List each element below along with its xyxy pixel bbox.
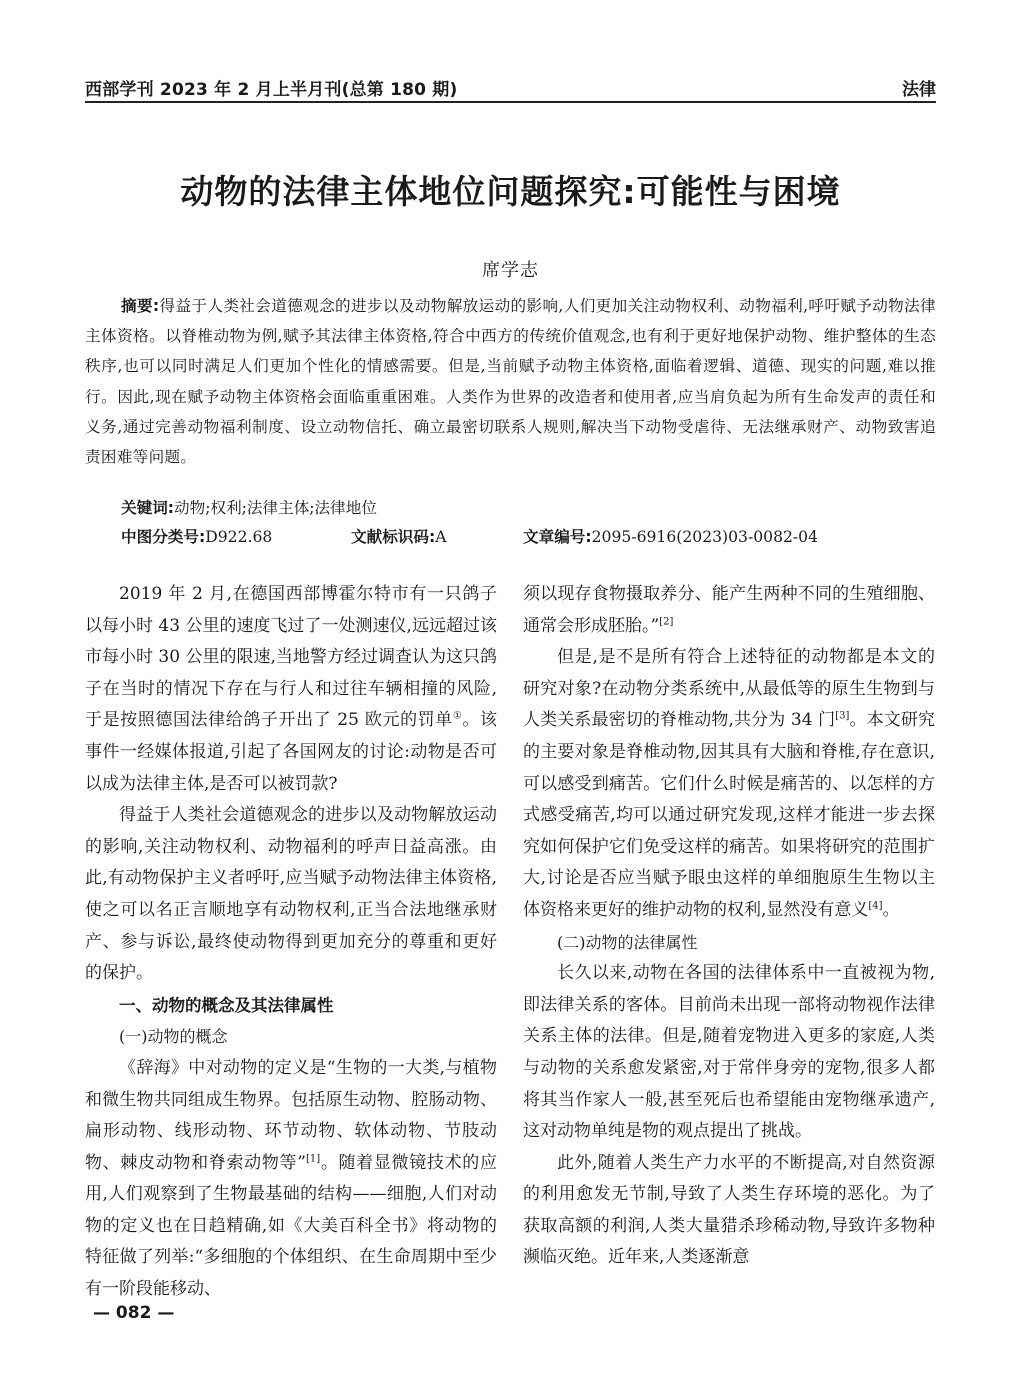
journal-issue: 西部学刊 2023 年 2 月上半月刊(总第 180 期) [85, 80, 458, 100]
section-heading: 一、动物的概念及其法律属性 [119, 995, 334, 1015]
running-header [85, 70, 936, 100]
abstract [85, 291, 936, 472]
citation-ref: [2] [659, 615, 674, 627]
subsection-heading: (一)动物的概念 [119, 1027, 228, 1047]
paragraph: 但是,是不是所有符合上述特征的动物都是本文的研究对象?在动物分类系统中,从最低等的原生生物到与人类关系最密切的脊椎动物,共分为 34 门[3]。本文研究的主要对象是脊椎动物,因其具有大脑和脊椎,存在意识,可以感受到痛苦。它们什么时候是痛苦的、以怎样的方式感受痛苦,均可以通过研究发现,这样才能进一步去探究如何保护它们免受这样的痛苦。如果将研究的范围扩大,讨论是否应当赋予眼虫这样的单细胞原生生物以主体资格来更好的维护动物的权利,显然没有意义[4]。 [523, 647, 936, 920]
paragraph: 此外,随着人类生产力水平的不断提高,对自然资源的利用愈发无节制,导致了人类生存环境的恶化。为了获取高额的利润,人类大量猎杀珍稀动物,导致许多物种濒临灭绝。近年来,人类逐渐意 [523, 1152, 935, 1268]
author-name: 席学志 [482, 260, 539, 281]
article-title: 动物的法律主体地位问题探究:可能性与困境 [180, 172, 841, 211]
article-meta [121, 523, 936, 551]
body-column-right [523, 579, 935, 1274]
paragraph: 得益于人类社会道德观念的进步以及动物解放运动的影响,关注动物权利、动物福利的呼声日益高涨。由此,有动物保护主义者呼吁,应当赋予动物法律主体资格,使之可以名正言顺地享有动物权利,正当合法地继承财产、参与诉讼,最终使动物得到更加充分的尊重和更好的保护。 [85, 805, 497, 984]
clc-number: 中图分类号:D922.68 [121, 528, 273, 546]
keywords-text: 动物;权利;法律主体;法律地位 [174, 499, 377, 517]
header-rule [85, 101, 936, 103]
paragraph: 《辞海》中对动物的定义是“生物的一大类,与植物和微生物共同组成生物界。包括原生动物、腔肠动物、扁形动物、线形动物、环节动物、软体动物、节肢动物、棘皮动物和脊索动物等”[1]。随着显微镜技术的应用,人们观察到了生物最基础的结构——细胞,人们对动物的定义也在日趋精确,如《大美百科全书》将动物的特征做了列举:“多细胞的个体组织、在生命周期中至少有一阶段能移动、 [85, 1057, 497, 1300]
document-code: 文献标识码:A [351, 528, 447, 546]
abstract-text: 得益于人类社会道德观念的进步以及动物解放运动的影响,人们更加关注动物权利、动物福利,呼吁赋予动物法律主体资格。以脊椎动物为例,赋予其法律主体资格,符合中西方的传统价值观念,也有利于更好地保护动物、维护整体的生态秩序,也可以同时满足人们更加个性化的情感需要。但是,当前赋予动物主体资格,面临着逻辑、道德、现实的问题,难以推行。因此,现在赋予动物主体资格会面临重重困难。人类作为世界的改造者和使用者,应当肩负起为所有生命发声的责任和义务,通过完善动物福利制度、设立动物信托、确立最密切联系人规则,解决当下动物受虐待、无法继承财产、动物致害追责困难等问题。 [85, 297, 936, 467]
abstract-label: 摘要: [121, 297, 160, 315]
subsection-heading: (二)动物的法律属性 [557, 932, 698, 952]
body-column-left [85, 579, 497, 1306]
paragraph: 须以现存食物摄取养分、能产生两种不同的生殖细胞、通常会形成胚胎。”[2] [523, 584, 935, 636]
section-label: 法律 [902, 80, 936, 100]
paragraph: 2019 年 2 月,在德国西部博霍尔特市有一只鸽子以每小时 43 公里的速度飞过了一处测速仪,远远超过该市每小时 30 公里的限速,当地警方经过调查认为这只鸽子在当时的情况下存在与行人和过往车辆相撞的风险,于是按照德国法律给鸽子开出了 25 欧元的罚单①。该事件一经媒体报道,引起了各国网友的讨论:动物是否可以成为法律主体,是否可以被罚款? [85, 584, 497, 794]
keywords-label: 关键词: [121, 499, 175, 517]
citation-ref: [4] [868, 900, 883, 912]
footnote-ref: ① [452, 710, 463, 722]
paragraph: 长久以来,动物在各国的法律体系中一直被视为物,即法律关系的客体。目前尚未出现一部将动物视作法律关系主体的法律。但是,随着宠物进入更多的家庭,人类与动物的关系愈发紧密,对于常伴身旁的宠物,很多人都将其当作家人一般,甚至死后也希望能由宠物继承遗产,这对动物单纯是物的观点提出了挑战。 [523, 963, 935, 1142]
article-number: 文章编号:2095-6916(2023)03-0082-04 [523, 528, 819, 546]
page-number: — 082 — [93, 1303, 175, 1323]
citation-ref: [3] [835, 710, 850, 722]
keywords [121, 494, 936, 522]
citation-ref: [1] [305, 1153, 321, 1165]
